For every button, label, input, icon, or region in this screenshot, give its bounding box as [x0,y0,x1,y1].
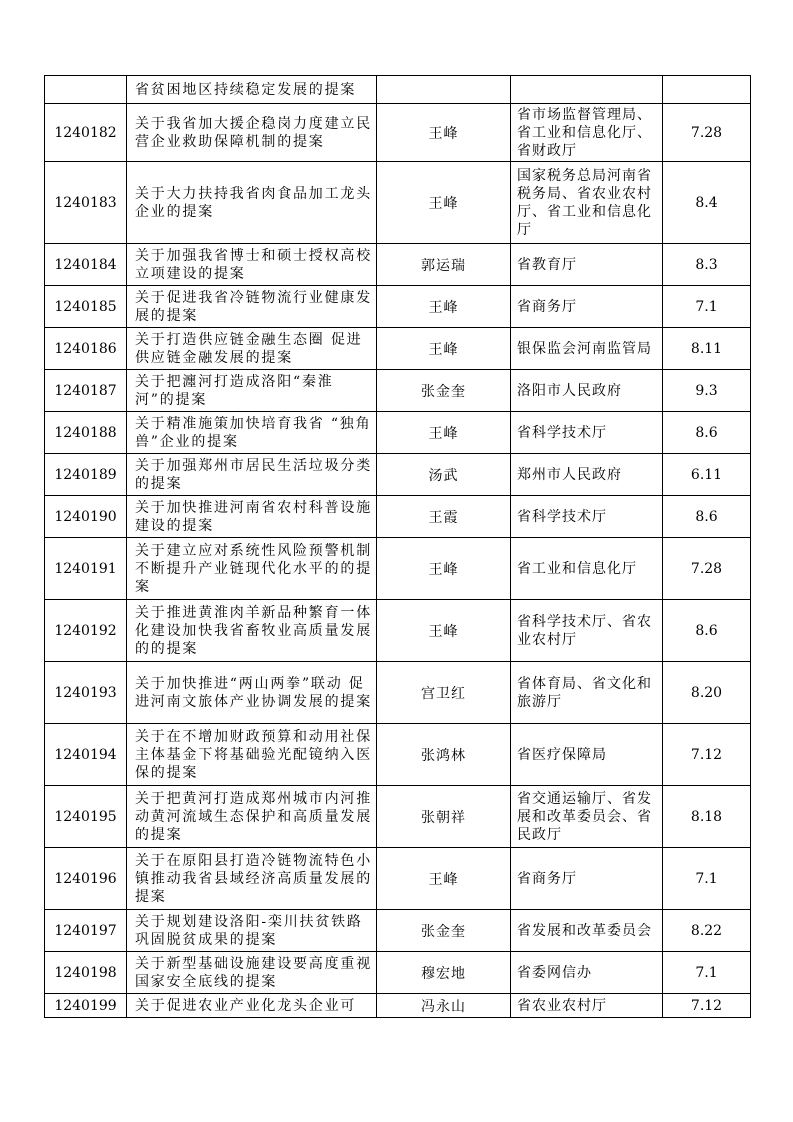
proposer-name: 汤武 [377,454,511,496]
proposal-number: 1240196 [45,848,127,910]
reply-date: 8.4 [663,162,751,244]
handling-unit: 省工业和信息化厅 [511,538,663,600]
proposal-number: 1240191 [45,538,127,600]
proposal-number: 1240188 [45,412,127,454]
proposal-title: 关于打造供应链金融生态圈 促进供应链金融发展的提案 [127,328,377,370]
proposer-name: 王峰 [377,328,511,370]
proposal-number [45,76,127,104]
table-row [45,244,751,286]
proposal-title: 关于我省加大援企稳岗力度建立民营企业救助保障机制的提案 [127,104,377,162]
proposer-name: 张鸿林 [377,724,511,786]
proposal-title: 关于加强郑州市居民生活垃圾分类的提案 [127,454,377,496]
handling-unit: 省委网信办 [511,952,663,994]
proposal-title: 关于大力扶持我省肉食品加工龙头企业的提案 [127,162,377,244]
proposal-number: 1240194 [45,724,127,786]
reply-date: 8.22 [663,910,751,952]
handling-unit: 省科学技术厅 [511,412,663,454]
proposal-number: 1240192 [45,600,127,662]
proposal-number: 1240195 [45,786,127,848]
reply-date: 7.12 [663,994,751,1018]
proposal-title: 关于促进我省冷链物流行业健康发展的提案 [127,286,377,328]
handling-unit: 洛阳市人民政府 [511,370,663,412]
proposal-title: 关于新型基础设施建设要高度重视国家安全底线的提案 [127,952,377,994]
table-row [45,370,751,412]
table-row [45,328,751,370]
proposal-number: 1240183 [45,162,127,244]
table-row [45,724,751,786]
table-row [45,910,751,952]
proposal-number: 1240186 [45,328,127,370]
table-row [45,952,751,994]
table-row [45,994,751,1018]
proposal-title: 省贫困地区持续稳定发展的提案 [127,76,377,104]
handling-unit: 省市场监督管理局、省工业和信息化厅、省财政厅 [511,104,663,162]
handling-unit: 银保监会河南监管局 [511,328,663,370]
proposer-name [377,76,511,104]
reply-date: 6.11 [663,454,751,496]
table-row [45,412,751,454]
handling-unit: 郑州市人民政府 [511,454,663,496]
proposer-name: 张朝祥 [377,786,511,848]
handling-unit: 省医疗保障局 [511,724,663,786]
proposer-name: 王峰 [377,538,511,600]
proposal-number: 1240189 [45,454,127,496]
proposer-name: 王峰 [377,412,511,454]
table-row [45,662,751,724]
proposal-title: 关于在原阳县打造冷链物流特色小镇推动我省县域经济高质量发展的提案 [127,848,377,910]
proposal-title: 关于推进黄淮肉羊新品种繁育一体化建设加快我省畜牧业高质量发展的的提案 [127,600,377,662]
proposer-name: 穆宏地 [377,952,511,994]
proposal-number: 1240197 [45,910,127,952]
proposal-title: 关于精准施策加快培育我省 “独角兽”企业的提案 [127,412,377,454]
proposal-title: 关于加强我省博士和硕士授权高校立项建设的提案 [127,244,377,286]
proposal-number: 1240193 [45,662,127,724]
table-row [45,600,751,662]
handling-unit: 省教育厅 [511,244,663,286]
reply-date: 8.6 [663,496,751,538]
proposal-title: 关于在不增加财政预算和动用社保主体基金下将基础验光配镜纳入医保的提案 [127,724,377,786]
proposal-title: 关于建立应对系统性风险预警机制不断提升产业链现代化水平的的提案 [127,538,377,600]
proposal-number: 1240182 [45,104,127,162]
handling-unit: 省科学技术厅、省农业农村厅 [511,600,663,662]
handling-unit: 省商务厅 [511,286,663,328]
handling-unit: 省科学技术厅 [511,496,663,538]
table-row [45,848,751,910]
proposer-name: 郭运瑞 [377,244,511,286]
reply-date: 7.1 [663,952,751,994]
table-row [45,162,751,244]
proposal-number: 1240187 [45,370,127,412]
proposal-title: 关于促进农业产业化龙头企业可 [127,994,377,1018]
table-row [45,104,751,162]
proposer-name: 王峰 [377,286,511,328]
handling-unit: 省商务厅 [511,848,663,910]
proposal-title: 关于加快推进“两山两拳”联动 促进河南文旅体产业协调发展的提案 [127,662,377,724]
handling-unit: 省农业农村厅 [511,994,663,1018]
reply-date [663,76,751,104]
proposer-name: 王峰 [377,848,511,910]
proposal-number: 1240185 [45,286,127,328]
handling-unit: 省发展和改革委员会 [511,910,663,952]
table-row [45,538,751,600]
proposal-table [44,75,751,1018]
reply-date: 7.28 [663,538,751,600]
proposer-name: 张金奎 [377,370,511,412]
reply-date: 7.28 [663,104,751,162]
reply-date: 8.3 [663,244,751,286]
handling-unit: 省体育局、省文化和旅游厅 [511,662,663,724]
handling-unit: 省交通运输厅、省发展和改革委员会、省民政厅 [511,786,663,848]
proposer-name: 王霞 [377,496,511,538]
proposal-title: 关于把黄河打造成郑州城市内河推动黄河流域生态保护和高质量发展的提案 [127,786,377,848]
reply-date: 8.11 [663,328,751,370]
proposal-number: 1240199 [45,994,127,1018]
handling-unit [511,76,663,104]
proposer-name: 冯永山 [377,994,511,1018]
table-row [45,286,751,328]
proposal-table-body [45,76,751,1018]
table-row [45,786,751,848]
proposal-number: 1240190 [45,496,127,538]
reply-date: 7.1 [663,286,751,328]
proposal-number: 1240184 [45,244,127,286]
reply-date: 8.18 [663,786,751,848]
reply-date: 8.20 [663,662,751,724]
table-row [45,496,751,538]
reply-date: 7.12 [663,724,751,786]
reply-date: 9.3 [663,370,751,412]
proposer-name: 王峰 [377,600,511,662]
proposer-name: 王峰 [377,104,511,162]
handling-unit: 国家税务总局河南省税务局、省农业农村厅、省工业和信息化厅 [511,162,663,244]
proposal-title: 关于把瀍河打造成洛阳“秦淮河”的提案 [127,370,377,412]
table-row [45,76,751,104]
table-row [45,454,751,496]
proposer-name: 张金奎 [377,910,511,952]
proposal-number: 1240198 [45,952,127,994]
reply-date: 8.6 [663,600,751,662]
proposer-name: 王峰 [377,162,511,244]
reply-date: 7.1 [663,848,751,910]
proposer-name: 宫卫红 [377,662,511,724]
reply-date: 8.6 [663,412,751,454]
proposal-title: 关于加快推进河南省农村科普设施建设的提案 [127,496,377,538]
proposal-title: 关于规划建设洛阳-栾川扶贫铁路巩固脱贫成果的提案 [127,910,377,952]
